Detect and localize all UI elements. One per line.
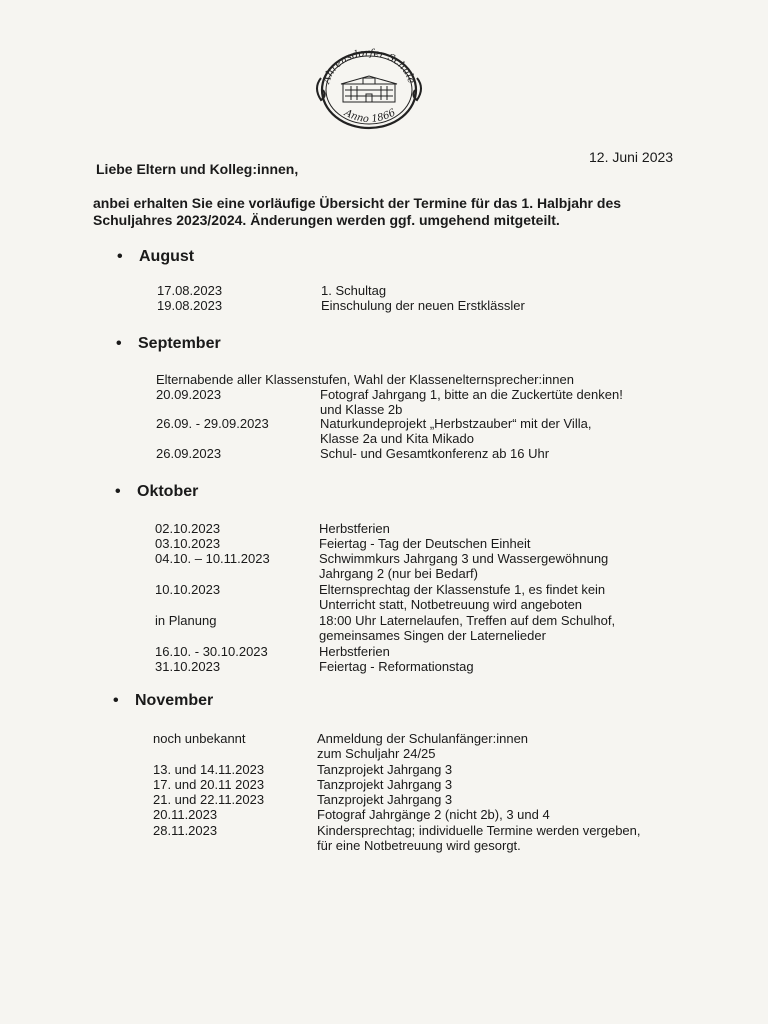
bullet-icon: • <box>115 483 121 500</box>
logo-year: Anno 1866 <box>342 107 398 126</box>
row-date: in Planung <box>155 613 217 628</box>
row-text: Fotograf Jahrgang 1, bitte an die Zuckertüte denken! und Klasse 2b <box>320 387 623 417</box>
row-date: 28.11.2023 <box>153 823 218 838</box>
row-date: 17.08.2023 <box>157 283 223 298</box>
intro-line: anbei erhalten Sie eine vorläufige Übersicht der Termine für das 1. Halbjahr des <box>93 195 622 211</box>
row-text: Herbstferien <box>319 644 390 659</box>
month-heading-oktober: • Oktober <box>115 483 199 500</box>
row-text: Feiertag - Reformationstag <box>319 659 474 674</box>
letter-date: 12. Juni 2023 <box>589 149 674 165</box>
row-text: Herbstferien <box>319 521 390 536</box>
row-date: 03.10.2023 <box>155 536 221 551</box>
row-text: Anmeldung der Schulanfänger:innen zum Schuljahr 24/25 <box>317 731 529 761</box>
row-date: 19.08.2023 <box>157 298 223 313</box>
row-text: Elternsprechtag der Klassenstufe 1, es findet kein Unterricht statt, Notbetreuung wird angeboten <box>319 582 606 612</box>
row-date: 21. und 22.11.2023 <box>153 792 265 807</box>
logo-name: Ahrensdorfer Schule <box>321 48 417 85</box>
row-text: Tanzprojekt Jahrgang 3 <box>317 777 453 792</box>
row-text: Feiertag - Tag der Deutschen Einheit <box>319 536 531 551</box>
intro-line: Schuljahres 2023/2024. Änderungen werden ggf. umgehend mitgeteilt. <box>93 212 560 228</box>
row-text: Fotograf Jahrgänge 2 (nicht 2b), 3 und 4 <box>317 807 550 822</box>
row-text: Tanzprojekt Jahrgang 3 <box>317 792 453 807</box>
bullet-icon: • <box>116 335 122 352</box>
row-date: 26.09.2023 <box>156 446 222 461</box>
month-heading-november: • November <box>113 692 214 709</box>
row-date: 02.10.2023 <box>155 521 221 536</box>
row-date: 16.10. - 30.10.2023 <box>155 644 268 659</box>
month-heading-september: • September <box>116 335 221 352</box>
row-text: Kindersprechtag; individuelle Termine werden vergeben, für eine Notbetreuung wird gesorgt. <box>317 823 641 853</box>
row-text: Schul- und Gesamtkonferenz ab 16 Uhr <box>320 446 550 461</box>
row-date: 04.10. – 10.11.2023 <box>155 551 270 566</box>
row-date: 20.09.2023 <box>156 387 222 402</box>
row-text: Naturkundeprojekt „Herbstzauber“ mit der Villa, Klasse 2a und Kita Mikado <box>320 416 592 446</box>
intro-paragraph <box>93 195 693 229</box>
bullet-icon: • <box>113 692 119 709</box>
row-text: Einschulung der neuen Erstklässler <box>321 298 525 313</box>
september-full-line: Elternabende aller Klassenstufen, Wahl der Klassenelternsprecher:innen <box>156 372 574 387</box>
row-text: 18:00 Uhr Laternelaufen, Treffen auf dem Schulhof, gemeinsames Singen der Laternelieder <box>319 613 616 643</box>
row-text: 1. Schultag <box>321 283 387 298</box>
row-date: noch unbekannt <box>153 731 246 746</box>
row-date: 17. und 20.11 2023 <box>153 777 265 792</box>
row-date: 10.10.2023 <box>155 582 221 597</box>
row-date: 13. und 14.11.2023 <box>153 762 265 777</box>
row-date: 31.10.2023 <box>155 659 221 674</box>
row-date: 20.11.2023 <box>153 807 218 822</box>
bullet-icon: • <box>117 248 123 265</box>
greeting: Liebe Eltern und Kolleg:innen, <box>96 161 299 177</box>
row-text: Tanzprojekt Jahrgang 3 <box>317 762 453 777</box>
school-logo <box>307 48 431 132</box>
month-heading-august: • August <box>117 248 195 265</box>
row-date: 26.09. - 29.09.2023 <box>156 416 269 431</box>
row-text: Schwimmkurs Jahrgang 3 und Wassergewöhnung Jahrgang 2 (nur bei Bedarf) <box>319 551 609 581</box>
